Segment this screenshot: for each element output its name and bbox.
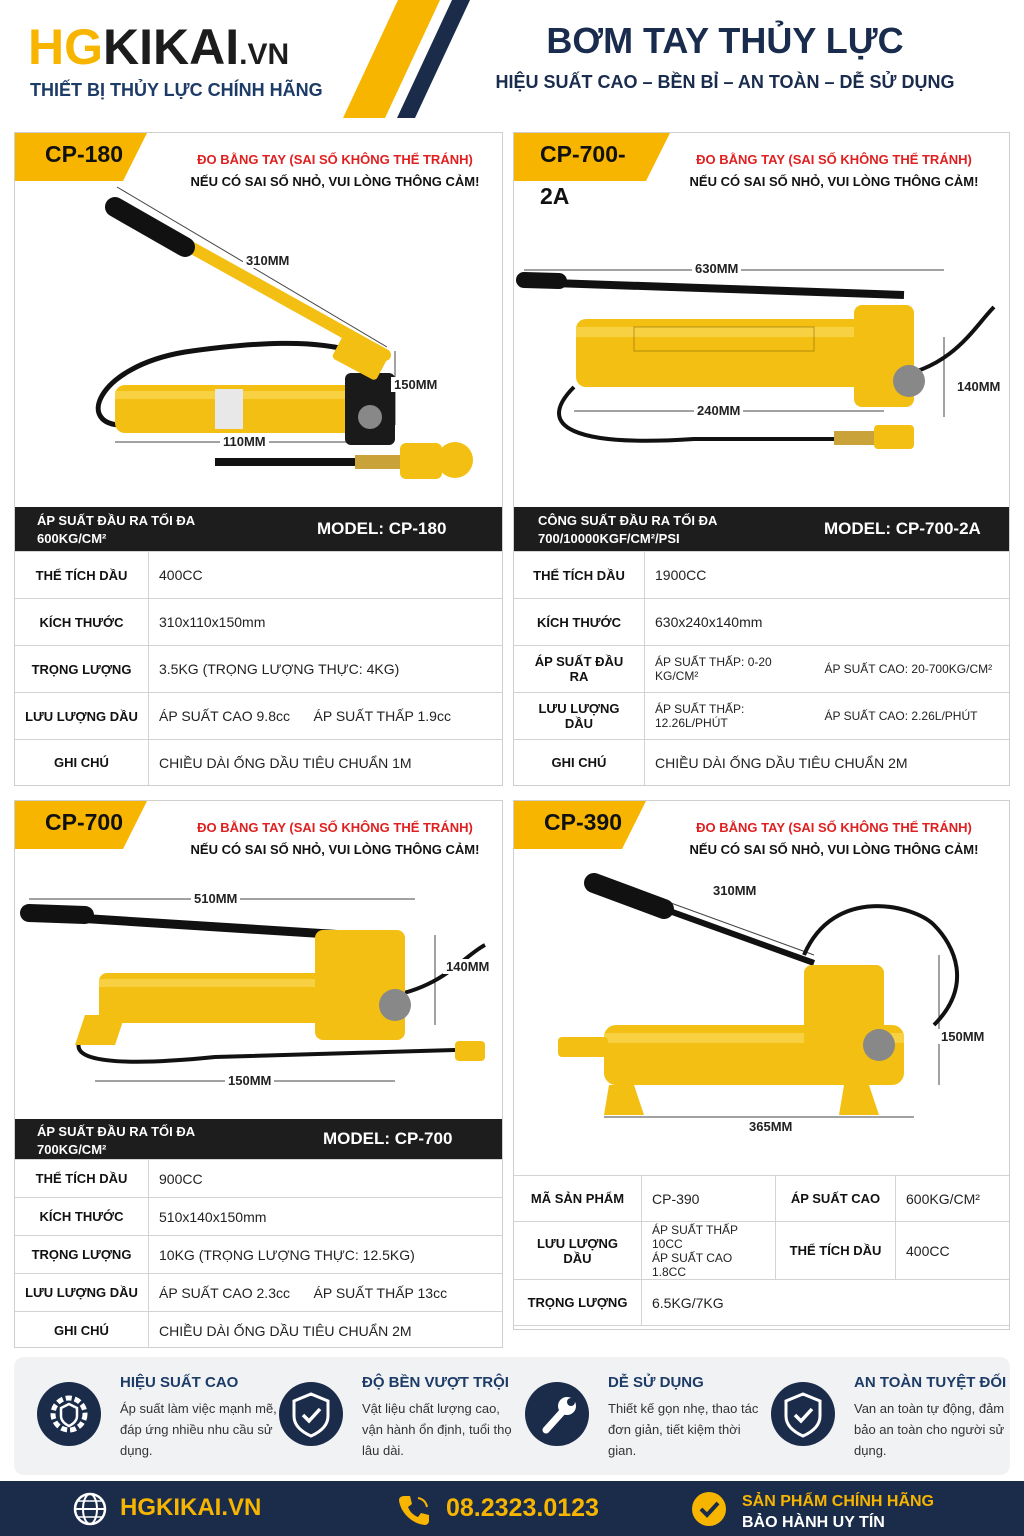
dim-height: 140MM [443,959,492,974]
spec-value: CHIỀU DÀI ỐNG DẦU TIÊU CHUẨN 1M [149,740,504,786]
dim-length: 630MM [692,261,741,276]
product-card-cp7002a [513,132,1010,786]
spec-value: CHIỀU DÀI ỐNG DẦU TIÊU CHUẨN 2M [149,1312,504,1349]
pump-illustration [514,177,1010,497]
feature-desc: Áp suất làm việc mạnh mẽ, đáp ứng nhiều nhu cầu sử dụng. [120,1401,277,1458]
spec-value: CP-390 [642,1176,776,1222]
dim-width: 240MM [694,403,743,418]
dim-height: 150MM [938,1029,987,1044]
spec-value: 400CC [896,1222,1011,1280]
spec-value: ÁP SUẤT THẤP 1.9cc [304,693,504,740]
dim-width: 365MM [746,1119,795,1134]
feature-item [278,1372,518,1468]
feature-item [36,1372,276,1468]
spec-key: THỂ TÍCH DẦU [15,552,149,599]
feature-title: DỄ SỬ DỤNG [608,1374,704,1391]
measurement-note: ĐO BẰNG TAY (SAI SỐ KHÔNG THỂ TRÁNH) NẾU CÓ SAI SỐ NHỎ, VUI LÒNG THÔNG CẢM! [190,152,480,189]
spec-header-bar: ÁP SUẤT ĐẦU RA TỐI ĐA 700KG/CM² MODEL: CP-700 [15,1119,503,1159]
spec-value: 3.5KG (TRỌNG LƯỢNG THỰC: 4KG) [149,646,504,693]
spec-key: THỂ TÍCH DẦU [776,1222,896,1280]
spec-value: ÁP SUẤT CAO 9.8cc [149,693,304,740]
spec-key: ÁP SUẤT ĐẦU RA [514,646,645,693]
gear-shield-icon [36,1378,102,1450]
dim-width: 150MM [225,1073,274,1088]
spec-key: KÍCH THƯỚC [514,599,645,646]
dim-length: 310MM [243,253,292,268]
dim-height: 150MM [391,377,440,392]
spec-value: ÁP SUẤT CAO: 2.26L/PHÚT [825,693,1011,740]
spec-value: 510x140x150mm [149,1198,504,1236]
product-card-cp390 [513,800,1010,1330]
dim-height: 140MM [954,379,1003,394]
spec-key: TRỌNG LƯỢNG [15,646,149,693]
spec-key: GHI CHÚ [514,740,645,786]
model-label: MODEL: CP-700 [323,1129,453,1148]
badge-check-icon [690,1490,728,1528]
spec-value: 600KG/CM² [896,1176,1011,1222]
spec-value: CHIỀU DÀI ỐNG DẦU TIÊU CHUẨN 2M [645,740,1011,786]
feature-item [524,1372,764,1468]
model-label: MODEL: CP-180 [317,519,447,538]
spec-value: 630x240x140mm [645,599,1011,646]
globe-icon [72,1491,108,1527]
spec-key: MÃ SẢN PHẨM [514,1176,642,1222]
spec-header-bar: ÁP SUẤT ĐẦU RA TỐI ĐA 600KG/CM² MODEL: CP-180 [15,507,503,551]
spec-value: 10KG (TRỌNG LƯỢNG THỰC: 12.5KG) [149,1236,504,1274]
feature-desc: Van an toàn tự động, đảm bảo an toàn cho người sử dụng. [854,1401,1005,1458]
spec-key: LƯU LƯỢNG DẦU [514,693,645,740]
brand-tagline: THIẾT BỊ THỦY LỰC CHÍNH HÃNG [30,80,323,100]
spec-key: TRỌNG LƯỢNG [15,1236,149,1274]
spec-key: GHI CHÚ [15,740,149,786]
spec-value: ÁP SUẤT THẤP 10CC ÁP SUẤT CAO 1.8CC [642,1222,776,1280]
feature-title: ĐỘ BỀN VƯỢT TRỘI [362,1374,509,1391]
measurement-note: ĐO BẰNG TAY (SAI SỐ KHÔNG THỂ TRÁNH) NẾU CÓ SAI SỐ NHỎ, VUI LÒNG THÔNG CẢM! [689,820,979,857]
spec-value: ÁP SUẤT CAO 2.3cc [149,1274,304,1312]
model-label: MODEL: CP-700-2A [824,519,981,538]
footer-badge: SẢN PHẨM CHÍNH HÃNG BẢO HÀNH UY TÍN [742,1493,934,1531]
spec-header-bar: CÔNG SUẤT ĐẦU RA TỐI ĐA 700/10000KGF/CM²/PSI MODEL: CP-700-2A [514,507,1010,551]
spec-value: ÁP SUẤT THẤP 13cc [304,1274,504,1312]
wrench-icon [524,1378,590,1450]
spec-value: 6.5KG/7KG [642,1280,1011,1326]
spec-value: ÁP SUẤT CAO: 20-700KG/CM² [825,646,1011,693]
dim-length: 510MM [191,891,240,906]
measurement-note: ĐO BẰNG TAY (SAI SỐ KHÔNG THỂ TRÁNH) NẾU CÓ SAI SỐ NHỎ, VUI LÒNG THÔNG CẢM! [190,820,480,857]
spec-table [513,1175,1010,1326]
spec-value: 1900CC [645,552,1011,599]
feature-item [770,1372,1010,1468]
model-tag: CP-180 [15,133,123,181]
model-tag: CP-700-2A [514,133,646,181]
feature-desc: Thiết kế gọn nhẹ, thao tác đơn giản, tiết kiệm thời gian. [608,1401,759,1458]
spec-key: LƯU LƯỢNG DẦU [15,693,149,740]
pump-illustration [514,845,1010,1145]
measurement-note: ĐO BẰNG TAY (SAI SỐ KHÔNG THỂ TRÁNH) NẾU CÓ SAI SỐ NHỎ, VUI LÒNG THÔNG CẢM! [689,152,979,189]
dim-length: 310MM [710,883,759,898]
spec-table [14,551,503,786]
model-tag: CP-390 [514,801,622,849]
shield-check-icon [278,1378,344,1450]
feature-title: AN TOÀN TUYỆT ĐỐI [854,1374,1007,1391]
product-card-cp180 [14,132,503,786]
spec-key: ÁP SUẤT CAO [776,1176,896,1222]
spec-table [14,1159,503,1348]
spec-key: LƯU LƯỢNG DẦU [15,1274,149,1312]
footer-phone-link[interactable]: 08.2323.0123 [446,1494,599,1522]
spec-key: THỂ TÍCH DẦU [15,1160,149,1198]
footer-website-link[interactable]: HGKIKAI.VN [120,1494,262,1521]
spec-key: KÍCH THƯỚC [15,599,149,646]
spec-value: 400CC [149,552,504,599]
feature-desc: Vật liệu chất lượng cao, vận hành ổn định, tuổi thọ lâu dài. [362,1401,512,1458]
spec-value: ÁP SUẤT THẤP: 0-20 KG/CM² [645,646,825,693]
spec-key: KÍCH THƯỚC [15,1198,149,1236]
model-tag: CP-700 [15,801,123,849]
brand-logo[interactable]: HGKIKAI.VN [28,19,290,75]
product-card-cp700 [14,800,503,1348]
spec-key: THỂ TÍCH DẦU [514,552,645,599]
page-title: BƠM TAY THỦY LỰC [546,20,904,61]
spec-value: 900CC [149,1160,504,1198]
spec-key: TRỌNG LƯỢNG [514,1280,642,1326]
spec-value: ÁP SUẤT THẤP: 12.26L/PHÚT [645,693,825,740]
dim-width: 110MM [220,434,269,449]
shield-check-icon [770,1378,836,1450]
spec-table [513,551,1010,786]
page-subtitle: HIỆU SUẤT CAO – BỀN BỈ – AN TOÀN – DỄ SỬ DỤNG [495,72,955,92]
spec-key: LƯU LƯỢNG DẦU [514,1222,642,1280]
feature-title: HIỆU SUẤT CAO [120,1374,239,1391]
spec-value: 310x110x150mm [149,599,504,646]
pump-illustration [15,177,503,497]
phone-icon [396,1492,432,1528]
spec-key: GHI CHÚ [15,1312,149,1349]
